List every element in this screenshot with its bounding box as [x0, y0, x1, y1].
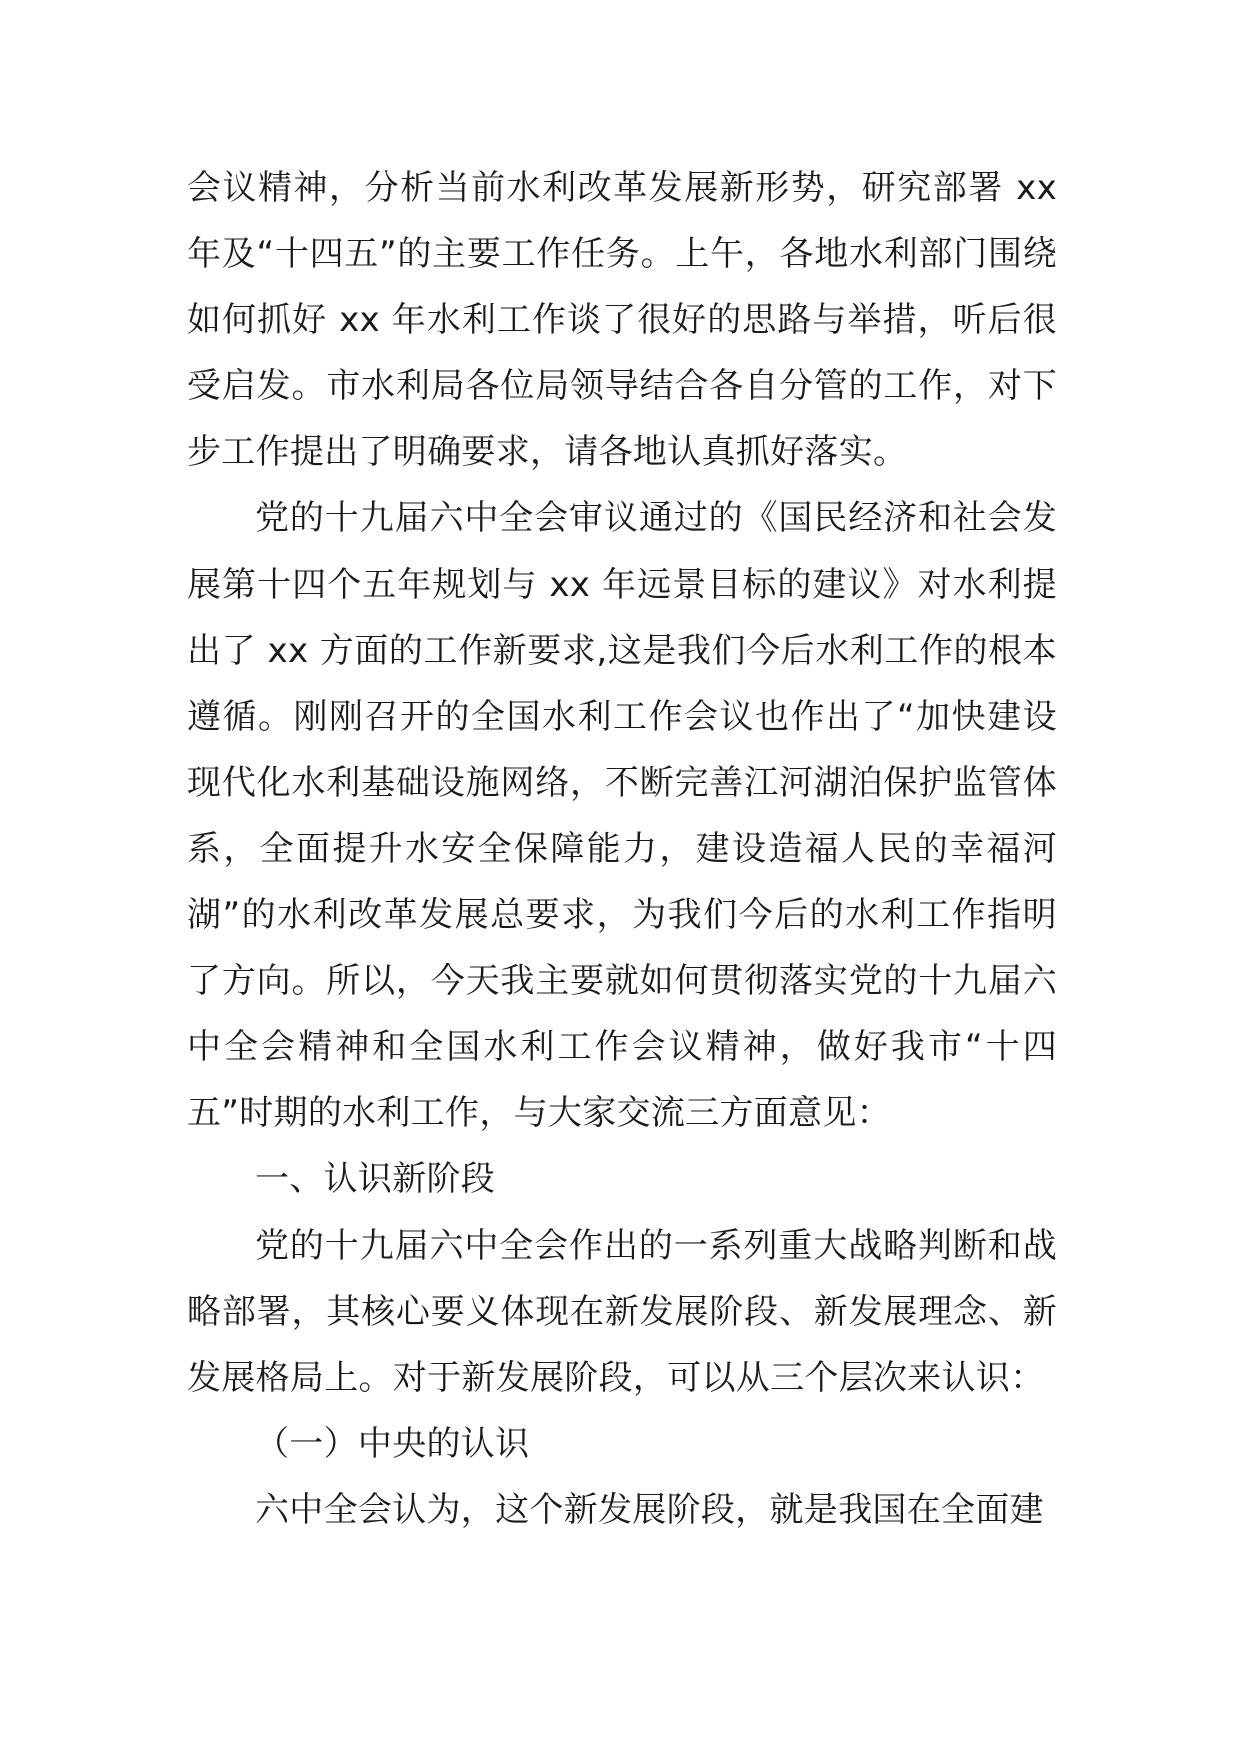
paragraph-meeting-spirit: 会议精神，分析当前水利改革发展新形势，研究部署 xx 年及“十四五”的主要工作任务。上午，各地水利部门围绕如何抓好 xx 年水利工作谈了很好的思路与举措，听后很受启发。市水利局各位局领导结合各自分管的工作，对下步工作提出了明确要求，请各地认真抓好落实。: [187, 168, 1057, 473]
subsection-heading-central: （一）中央的认识: [255, 1423, 530, 1464]
paragraph-plan-proposal: 党的十九届六中全会审议通过的《国民经济和社会发展第十四个五年规划与 xx 年远景目标的建议》对水利提出了 xx 方面的工作新要求,这是我们今后水利工作的根本遵循。刚刚召开的全国水利工作会议也作出了“加快建设现代化水利基础设施网络，不断完善江河湖泊保护监管体系，全面提升水安全保障能力，建设造福人民的幸福河湖”的水利改革发展总要求，为我们今后的水利工作指明了方向。所以，今天我主要就如何贯彻落实党的十九届六中全会精神和全国水利工作会议精神，做好我市“十四五”时期的水利工作，与大家交流三方面意见：: [187, 498, 1057, 1134]
section-heading-new-stage: 一、认识新阶段: [255, 1159, 496, 1200]
document-body: [187, 155, 1057, 1543]
paragraph-strategic-judgment: 党的十九届六中全会作出的一系列重大战略判断和战略部署，其核心要义体现在新发展阶段、新发展理念、新发展格局上。对于新发展阶段，可以从三个层次来认识：: [187, 1225, 1057, 1398]
paragraph-plenary-view: 六中全会认为，这个新发展阶段，就是我国在全面建: [255, 1489, 1044, 1530]
